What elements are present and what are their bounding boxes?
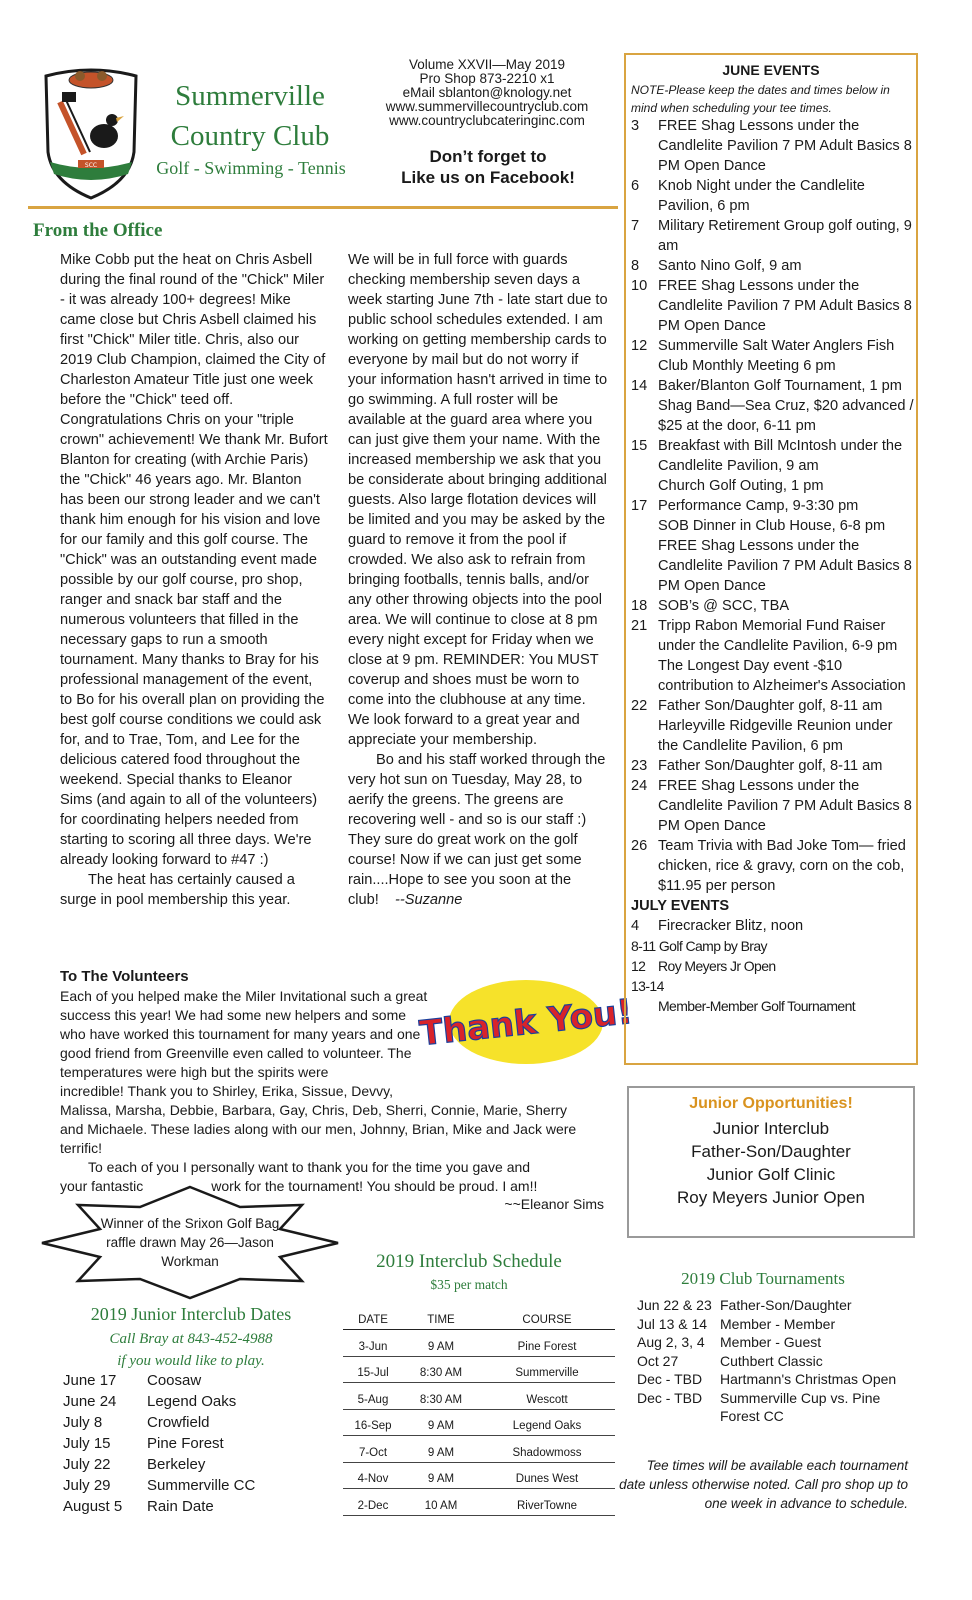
cell-time: 9 AM bbox=[427, 1340, 455, 1353]
junior-row bbox=[63, 1391, 303, 1412]
tournament-row bbox=[637, 1370, 907, 1389]
june-events-title: JUNE EVENTS bbox=[722, 62, 820, 78]
cell-course: Dunes West bbox=[515, 1473, 579, 1485]
junior-date: June 24 bbox=[63, 1393, 117, 1410]
junior-course: Pine Forest bbox=[147, 1435, 224, 1452]
office-paragraph: The heat has certainly caused a surge in pool membership this year. bbox=[60, 872, 295, 908]
facebook-note bbox=[372, 146, 604, 188]
volunteers-signature: ~~Eleanor Sims bbox=[504, 1196, 604, 1212]
event-text: Breakfast with Bill McIntosh under the Candlelite Pavilion, 9 am bbox=[658, 438, 903, 474]
event-item bbox=[631, 336, 915, 376]
table-header-row bbox=[343, 1308, 615, 1330]
volunteers-line: terrific! bbox=[60, 1140, 102, 1156]
junior-interclub-table bbox=[63, 1370, 303, 1517]
event-item bbox=[631, 616, 915, 696]
event-item bbox=[631, 976, 915, 1016]
july-events-title: JULY EVENTS bbox=[631, 898, 730, 914]
column-header-time: TIME bbox=[427, 1314, 455, 1326]
masthead-info bbox=[372, 58, 602, 128]
event-text: Team Trivia with Bad Joke Tom— fried chicken, rice & gravy, corn on the cob, $11.95 per person bbox=[658, 838, 906, 894]
event-item bbox=[631, 216, 915, 256]
table-row bbox=[343, 1489, 615, 1516]
volunteers-line: To each of you I personally want to thank you for the time you gave and bbox=[88, 1159, 531, 1175]
event-text: Shag Band—Sea Cruz, $20 advanced / $25 at the door, 6-11 pm bbox=[658, 398, 914, 434]
office-column-2 bbox=[348, 250, 610, 910]
cell-date: 2-Dec bbox=[357, 1499, 389, 1512]
junior-course: Berkeley bbox=[147, 1456, 206, 1473]
cell-course: Pine Forest bbox=[517, 1340, 577, 1353]
event-text: Knob Night under the Candlelite Pavilion, 6 pm bbox=[658, 178, 865, 214]
event-day: 14 bbox=[631, 378, 648, 394]
junior-note-line: Call Bray at 843-452-4988 bbox=[109, 1331, 273, 1347]
event-text: Roy Meyers Jr Open bbox=[658, 958, 776, 974]
cell-course: Shadowmoss bbox=[512, 1446, 582, 1459]
event-item bbox=[631, 916, 915, 936]
cell-time: 9 AM bbox=[427, 1420, 455, 1432]
volunteers-line: incredible! Thank you to Shirley, Erika, Sissue, Devvy, bbox=[60, 1083, 394, 1099]
event-day: 15 bbox=[631, 438, 648, 454]
table-row bbox=[343, 1410, 615, 1437]
event-text: Performance Camp, 9-3:30 pm bbox=[658, 498, 859, 514]
event-text: Baker/Blanton Golf Tournament, 1 pm bbox=[658, 378, 902, 394]
tournament-name: Member - Guest bbox=[720, 1334, 822, 1350]
events-note: NOTE-Please keep the dates and times below in mind when scheduling your tee times. bbox=[631, 83, 890, 115]
event-text: FREE Shag Lessons under the Candlelite Pavilion 7 PM Adult Basics 8 PM Open Dance bbox=[658, 118, 912, 174]
office-heading: From the Office bbox=[33, 220, 163, 241]
logo-text: SCC bbox=[84, 162, 98, 169]
junior-note-line: if you would like to play. bbox=[117, 1353, 265, 1369]
office-paragraph: We will be in full force with guards checking membership seven days a week starting June 7th - late start due to public school schedules extended. I am working on getting membership cards to everyone by mail but do not worry if your information hasn't arrived in time to go swimming. A full roster will be available at the guard area where you can just give them your name. With the increased membership we ask that you be considerate about bringing additional guests. Also large flotation devices will be limited and you may be asked by the guard to remove it from the pool if crowded. We also ask to refrain from bringing footballs, tennis balls, and/or any other throwing objects into the pool area. We will continue to close at 8 pm every night except for Friday when we close at 9 pm. REMINDER: You MUST coverup and shoes must be worn to come into the clubhouse at any time. We look forward to a great year and appreciate your membership. bbox=[348, 252, 608, 748]
event-text: SOB Dinner in Club House, 6-8 pm bbox=[658, 518, 886, 534]
event-text: FREE Shag Lessons under the Candlelite Pavilion 7 PM Adult Basics 8 PM Open Dance bbox=[658, 538, 912, 594]
event-day: 17 bbox=[631, 498, 648, 514]
thank-you-image bbox=[417, 978, 635, 1066]
event-item bbox=[631, 596, 915, 616]
facebook-line-2: Like us on Facebook! bbox=[401, 168, 575, 187]
tournament-date: Dec - TBD bbox=[637, 1389, 703, 1406]
office-paragraph-text: Bo and his staff worked through the very hot sun on Tuesday, May 28, to aerify the greens. The greens are recovering well - and so is our staff :) They sure do great work on the golf course! Now if we can just get some rain....Hope to see you soon at the club! bbox=[348, 752, 606, 908]
event-item bbox=[631, 936, 915, 956]
event-day: 13-14 bbox=[631, 978, 664, 994]
tournament-row bbox=[637, 1296, 907, 1315]
event-day: 18 bbox=[631, 598, 648, 614]
event-text: Church Golf Outing, 1 pm bbox=[658, 478, 824, 494]
table-row bbox=[343, 1436, 615, 1463]
office-signature: --Suzanne bbox=[395, 892, 463, 908]
cell-time: 8:30 AM bbox=[419, 1393, 463, 1406]
volunteers-line: Malissa, Marsha, Debbie, Barbara, Gay, Chris, Deb, Sherri, Connie, Marie, Sherry bbox=[60, 1102, 568, 1118]
event-item bbox=[631, 176, 915, 216]
tournament-date: Aug 2, 3, 4 bbox=[637, 1334, 705, 1350]
table-row bbox=[343, 1463, 615, 1490]
junior-opportunity-item: Junior Interclub bbox=[712, 1119, 830, 1138]
volunteers-line: and Michaele. These ladies along with our men, Johnny, Brian, Mike and Jack were bbox=[60, 1121, 577, 1137]
cell-date: 3-Jun bbox=[358, 1340, 388, 1353]
cell-course: Summerville bbox=[515, 1367, 579, 1379]
event-day: 21 bbox=[631, 618, 648, 634]
cell-date: 7-Oct bbox=[358, 1446, 388, 1459]
cell-time: 10 AM bbox=[424, 1499, 458, 1512]
table-row bbox=[343, 1383, 615, 1410]
junior-row bbox=[63, 1412, 303, 1433]
event-text: Father Son/Daughter golf, 8-11 am bbox=[658, 698, 883, 714]
tournament-name: Hartmann's Christmas Open bbox=[720, 1371, 897, 1387]
tournament-row bbox=[637, 1352, 907, 1371]
junior-row bbox=[63, 1370, 303, 1391]
event-text: Member-Member Golf Tournament bbox=[658, 998, 856, 1014]
junior-opportunities-list bbox=[627, 1117, 915, 1209]
event-day: 4 bbox=[631, 918, 640, 934]
event-day: 12 bbox=[631, 338, 648, 354]
volunteers-line: success this year! We had some new helpers and some bbox=[60, 1007, 407, 1023]
event-day: 10 bbox=[631, 278, 648, 294]
cell-time: 9 AM bbox=[427, 1446, 455, 1459]
tournament-date: Jun 22 & 23 bbox=[637, 1297, 712, 1313]
event-day: 7 bbox=[631, 218, 640, 234]
junior-opportunity-item: Roy Meyers Junior Open bbox=[676, 1188, 866, 1207]
junior-course: Legend Oaks bbox=[147, 1393, 237, 1410]
interclub-schedule-heading: 2019 Interclub Schedule bbox=[376, 1251, 562, 1272]
event-day: 26 bbox=[631, 838, 648, 854]
event-text: FREE Shag Lessons under the Candlelite Pavilion 7 PM Adult Basics 8 PM Open Dance bbox=[658, 778, 912, 834]
tournament-row bbox=[637, 1315, 907, 1334]
event-day: 22 bbox=[631, 698, 648, 714]
cell-date: 4-Nov bbox=[357, 1473, 389, 1485]
event-text: FREE Shag Lessons under the Candlelite Pavilion 7 PM Adult Basics 8 PM Open Dance bbox=[658, 278, 912, 334]
catering-website-link[interactable]: www.countryclubcateringinc.com bbox=[389, 113, 585, 128]
email-line[interactable]: eMail sblanton@knology.net bbox=[402, 85, 572, 100]
table-row bbox=[343, 1330, 615, 1357]
cell-date: 5-Aug bbox=[357, 1393, 389, 1406]
event-item bbox=[631, 756, 915, 776]
junior-course: Coosaw bbox=[147, 1372, 202, 1389]
event-item bbox=[631, 956, 915, 976]
event-text: The Longest Day event -$10 contribution to Alzheimer's Association bbox=[658, 658, 906, 694]
junior-date: August 5 bbox=[63, 1498, 123, 1515]
event-item bbox=[631, 116, 915, 176]
volunteers-line: good friend from Greenville even called to volunteer. The bbox=[60, 1045, 412, 1061]
raffle-winner-text: Winner of the Srixon Golf Bag raffle drawn May 26—Jason Workman bbox=[100, 1216, 280, 1269]
tournament-name: Summerville Cup vs. Pine Forest CC bbox=[720, 1389, 881, 1424]
volunteers-line-b: work for the tournament! You should be proud. I am!! bbox=[211, 1178, 538, 1194]
tournament-row bbox=[637, 1333, 907, 1352]
junior-date: June 17 bbox=[63, 1372, 117, 1389]
header-divider bbox=[28, 206, 618, 209]
interclub-schedule-price: $35 per match bbox=[430, 1277, 508, 1292]
tournament-date: Dec - TBD bbox=[637, 1371, 703, 1387]
tournaments-footnote: Tee times will be available each tournament date unless otherwise noted. Call pro shop up to one week in advance to schedule. bbox=[619, 1458, 908, 1511]
junior-date: July 8 bbox=[63, 1414, 103, 1431]
junior-opportunities-title: Junior Opportunities! bbox=[689, 1095, 853, 1112]
event-item bbox=[631, 836, 915, 896]
event-text: Golf Camp by Bray bbox=[658, 938, 767, 954]
event-text: Harleyville Ridgeville Reunion under the Candlelite Pavilion, 6 pm bbox=[658, 718, 893, 754]
tournament-name: Father-Son/Daughter bbox=[720, 1297, 852, 1313]
event-item bbox=[631, 776, 915, 836]
tournament-date: Jul 13 & 14 bbox=[637, 1315, 708, 1332]
junior-course: Crowfield bbox=[147, 1414, 210, 1431]
interclub-schedule-table bbox=[343, 1308, 615, 1516]
event-text: Firecracker Blitz, noon bbox=[658, 918, 804, 934]
junior-row bbox=[63, 1475, 303, 1496]
office-paragraph bbox=[348, 750, 610, 910]
event-text: Father Son/Daughter golf, 8-11 am bbox=[658, 758, 883, 774]
event-day: 6 bbox=[631, 178, 640, 194]
tournament-name: Member - Member bbox=[720, 1315, 836, 1332]
event-text: Summerville Salt Water Anglers Fish Club Monthly Meeting 6 pm bbox=[658, 338, 895, 374]
event-day: 8-11 bbox=[631, 938, 656, 954]
junior-course: Summerville CC bbox=[147, 1477, 256, 1494]
office-paragraph: Mike Cobb put the heat on Chris Asbell during the final round of the "Chick" Miler - it was already 100+ degrees! Mike came close but Chris Asbell claimed his first "Chick" Miler title. Chris, also our 2019 Club Champion, claimed the City of Charleston Amateur Title just one week before the "Chick" teed off. Congratulations Chris on your "triple crown" achievement! We thank Mr. Bufort Blanton for creating (with Archie Paris) the "Chick" 46 years ago. Mr. Blanton has been our strong leader and we can't thank him enough for his vision and love for our family and this golf course. The "Chick" was an outstanding event made possible by our golf course, pro shop, ranger and snack bar staff and the numerous volunteers that filled in the necessary gaps to run a smooth tournament. Many thanks to Bray for his professional management of the event, to Bo for his overall plan on providing the best golf course conditions we could ask for, and to Trae, Tom, and Lee for the delicious catered food throughout the weekend. Special thanks to Eleanor Sims (and again to all of the volunteers) for coordinating helpers needed from starting to scoring all three days. We're already looking forward to #47 :) bbox=[60, 252, 328, 868]
event-text: Military Retirement Group golf outing, 9 am bbox=[658, 218, 912, 254]
website-link[interactable]: www.summervillecountryclub.com bbox=[385, 99, 589, 114]
junior-row bbox=[63, 1433, 303, 1454]
event-item bbox=[631, 696, 915, 756]
pro-shop-phone: Pro Shop 873-2210 x1 bbox=[419, 71, 555, 86]
column-header-course: COURSE bbox=[522, 1314, 572, 1326]
table-row bbox=[343, 1357, 615, 1384]
cell-date: 15-Jul bbox=[357, 1367, 389, 1379]
event-day: 8 bbox=[631, 258, 640, 274]
volunteers-line: temperatures were high but the spirits were bbox=[60, 1064, 329, 1080]
volume-line: Volume XXVII—May 2019 bbox=[408, 57, 566, 72]
junior-date: July 29 bbox=[63, 1477, 111, 1494]
cell-time: 8:30 AM bbox=[419, 1367, 463, 1379]
event-item bbox=[631, 376, 915, 436]
event-day: 23 bbox=[631, 758, 648, 774]
cell-date: 16-Sep bbox=[354, 1420, 392, 1432]
event-item bbox=[631, 496, 915, 596]
cell-course: Wescott bbox=[526, 1393, 568, 1406]
event-item bbox=[631, 256, 915, 276]
event-text: SOB’s @ SCC, TBA bbox=[658, 598, 790, 614]
event-text: Santo Nino Golf, 9 am bbox=[658, 258, 802, 274]
tournament-date: Oct 27 bbox=[637, 1352, 679, 1369]
cell-course: Legend Oaks bbox=[512, 1420, 582, 1432]
club-tournaments-heading: 2019 Club Tournaments bbox=[681, 1269, 845, 1288]
volunteers-line: who have worked this tournament for many years and one bbox=[60, 1026, 421, 1042]
junior-row bbox=[63, 1454, 303, 1475]
junior-interclub-heading: 2019 Junior Interclub Dates bbox=[90, 1304, 292, 1324]
facebook-line-1: Don’t forget to bbox=[429, 147, 547, 166]
event-day: 3 bbox=[631, 118, 640, 134]
volunteers-line-a: your fantastic bbox=[60, 1178, 144, 1194]
club-tournaments-table bbox=[637, 1296, 907, 1426]
tournament-row bbox=[637, 1389, 907, 1426]
office-column-1 bbox=[60, 250, 328, 910]
event-item bbox=[631, 276, 915, 336]
event-day: 24 bbox=[631, 778, 648, 794]
cell-time: 9 AM bbox=[427, 1473, 455, 1485]
thank-you-text: Thank You! bbox=[417, 991, 635, 1055]
junior-date: July 15 bbox=[63, 1435, 111, 1452]
events-list bbox=[631, 116, 915, 1016]
junior-opportunity-item: Junior Golf Clinic bbox=[706, 1165, 836, 1184]
tournament-name: Cuthbert Classic bbox=[720, 1352, 823, 1369]
event-item bbox=[631, 436, 915, 496]
junior-row bbox=[63, 1496, 303, 1517]
junior-opportunity-item: Father-Son/Daughter bbox=[691, 1142, 851, 1161]
event-text: Tripp Rabon Memorial Fund Raiser under the Candlelite Pavilion, 6-9 pm bbox=[658, 618, 898, 654]
volunteers-line: Each of you helped make the Miler Invitational such a great bbox=[60, 988, 428, 1004]
event-day: 12 bbox=[631, 958, 646, 974]
cell-course: RiverTowne bbox=[516, 1499, 578, 1512]
junior-course: Rain Date bbox=[147, 1498, 214, 1515]
club-name: Summerville Country Club bbox=[170, 80, 330, 152]
volunteers-heading: To The Volunteers bbox=[60, 968, 189, 985]
column-header-date: DATE bbox=[358, 1314, 388, 1326]
club-logo bbox=[40, 62, 142, 202]
junior-interclub-note bbox=[60, 1328, 322, 1372]
club-tagline: Golf - Swimming - Tennis bbox=[156, 158, 346, 178]
junior-date: July 22 bbox=[63, 1456, 111, 1473]
